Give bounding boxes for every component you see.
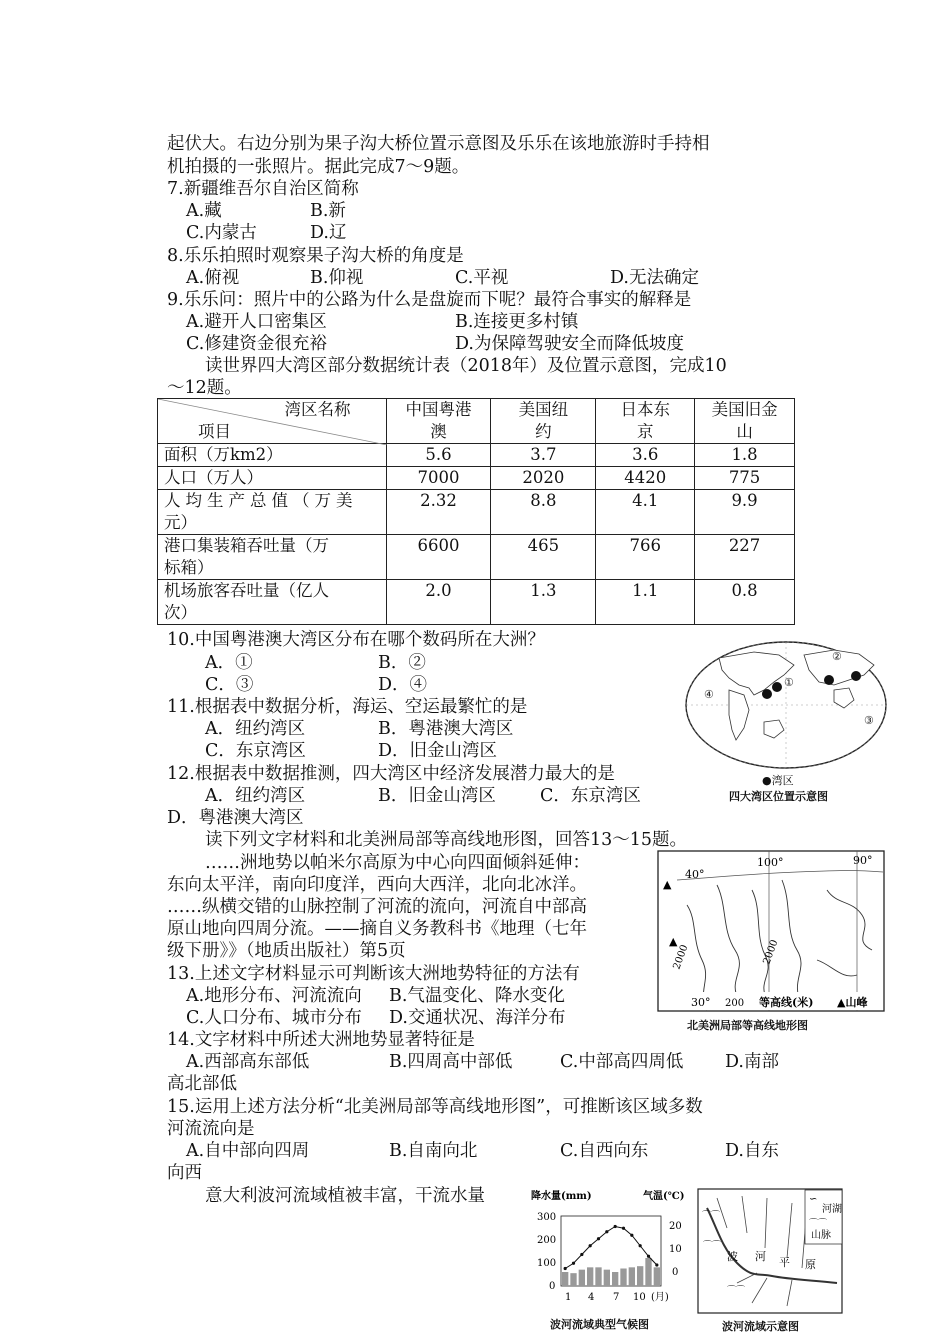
y2-tick-label: 0 [672, 1267, 679, 1278]
temperature-point [639, 1244, 642, 1247]
q12-stem: 12.根据表中数据推测，四大湾区中经济发展潜力最大的是 [167, 764, 615, 784]
legend-contour: 等高线(米) [759, 996, 814, 1009]
temperature-point [605, 1230, 608, 1233]
temperature-point [564, 1267, 567, 1270]
table-cell: 4.1 [596, 490, 695, 535]
q8-option-b: B.仰视 [310, 268, 364, 288]
q7-option-c: C.内蒙古 [186, 223, 257, 243]
table-cell: 1.3 [491, 580, 596, 625]
label-bo: 波 [727, 1250, 738, 1263]
po-climate-chart [525, 1186, 695, 1336]
lon-100-label: 100° [757, 856, 784, 869]
row-label: 人口（万人） [158, 467, 387, 490]
q14-option-b: B.四周高中部低 [389, 1052, 513, 1072]
precip-bar [587, 1267, 593, 1286]
table-cell: 227 [695, 535, 795, 580]
table-header-row [158, 399, 795, 444]
corner-diagonal-line [158, 399, 387, 445]
precip-bar [579, 1270, 585, 1286]
mountain-icon: ⌒⌒ [702, 1211, 721, 1221]
q9-option-c: C.修建资金很充裕 [186, 334, 327, 354]
table-row [158, 535, 795, 580]
contour-map-graphic [657, 850, 887, 1015]
q15-option-a: A.自中部向四周 [186, 1141, 310, 1161]
table-cell: 2020 [491, 467, 596, 490]
table-cell: 1.1 [596, 580, 695, 625]
read-10-12-line-2: ～12题。 [167, 378, 242, 398]
y-tick-label: 100 [537, 1258, 557, 1269]
bay-area-stats-table [157, 398, 795, 625]
precip-bar [612, 1272, 618, 1286]
temperature-point [572, 1262, 575, 1265]
table-cell: 8.8 [491, 490, 596, 535]
table-cell: 775 [695, 467, 795, 490]
q15-option-c: C.自西向东 [560, 1141, 649, 1161]
lon-90-label: 90° [853, 854, 873, 867]
read-13-15-line-3: 东向太平洋，南向印度洋，西向大西洋，北向北冰洋。 [167, 875, 587, 895]
temperature-line [565, 1227, 657, 1269]
map-marker-4: ④ [704, 688, 714, 701]
table-cell: 4420 [596, 467, 695, 490]
q13-stem: 13.上述文字材料显示可判断该大洲地势特征的方法有 [167, 964, 580, 984]
table-cell: 0.8 [695, 580, 795, 625]
table-cell: 1.8 [695, 444, 795, 467]
world-bay-map [684, 640, 888, 808]
temperature-point [597, 1237, 600, 1240]
map-marker-3: ③ [864, 714, 874, 727]
po-river-passage: 意大利波河流域植被丰富，干流水量 [205, 1186, 485, 1206]
po-river-map [697, 1188, 845, 1336]
q11-option-d: D．旧金山湾区 [378, 741, 498, 761]
bay-dot-tokyo [772, 682, 782, 692]
q8-option-c: C.平视 [455, 268, 509, 288]
chart-ylabel-left: 降水量(mm) [531, 1191, 592, 1202]
q12-option-b: B．旧金山湾区 [378, 786, 496, 806]
x-tick-label: (月) [651, 1292, 669, 1303]
map-legend: ●湾区 [762, 774, 794, 787]
q11-option-b: B．粤港澳大湾区 [378, 719, 514, 739]
y2-tick-label: 20 [669, 1221, 682, 1232]
q10-option-c: C．③ [205, 675, 254, 695]
precip-bar [637, 1266, 643, 1286]
q15-option-b: B.自南向北 [389, 1141, 478, 1161]
world-map-graphic [684, 640, 888, 770]
lat-30-label: 30° [691, 996, 711, 1009]
chart-ylabel-right: 气温(℃) [643, 1191, 685, 1202]
y-tick-label: 0 [549, 1281, 556, 1292]
q9-option-b: B.连接更多村镇 [455, 312, 579, 332]
climate-chart-svg [525, 1186, 695, 1314]
table-row [158, 467, 795, 490]
q8-option-a: A.俯视 [186, 268, 240, 288]
q11-stem: 11.根据表中数据分析，海运、空运最繁忙的是 [167, 697, 528, 717]
bay-dot-newyork [851, 671, 861, 681]
q13-option-c: C.人口分布、城市分布 [186, 1008, 362, 1028]
y-tick-label: 200 [537, 1235, 557, 1246]
table-corner-cell [158, 399, 387, 444]
q10-option-a: A．① [205, 653, 253, 673]
q14-stem: 14.文字材料中所述大洲地势显著特征是 [167, 1030, 475, 1050]
bay-dot-sanfrancisco [824, 675, 834, 685]
q15-option-d: D.自东 [725, 1141, 779, 1161]
peak-marker: ▲ [663, 878, 672, 891]
q15-option-d-cont: 向西 [167, 1163, 202, 1183]
read-13-15-line-5: 原山地向四周分流。——摘自义务教科书《地理（七年 [167, 919, 587, 939]
q7-option-b: B.新 [310, 201, 346, 221]
q11-option-c: C．东京湾区 [205, 741, 306, 761]
mountain-icon: ⌒⌒ [727, 1286, 746, 1296]
table-header-cell: 日本东 京 [596, 399, 695, 444]
label-yuan: 原 [805, 1258, 816, 1271]
lat-40-label: 40° [685, 868, 705, 881]
q14-option-d: D.南部 [725, 1052, 779, 1072]
temperature-point [622, 1227, 625, 1230]
q12-option-d: D．粤港澳大湾区 [167, 808, 304, 828]
x-tick-label: 7 [613, 1292, 620, 1303]
q11-option-a: A．纽约湾区 [205, 719, 306, 739]
q10-option-b: B．② [378, 653, 426, 673]
temperature-point [630, 1234, 633, 1237]
intro-line-2: 机拍摄的一张照片。据此完成7～9题。 [167, 157, 470, 177]
table-header-cell: 美国纽 约 [491, 399, 596, 444]
temperature-point [647, 1255, 650, 1258]
row-label: 机场旅客吞吐量（亿人 次） [158, 580, 387, 625]
contour-2000-label: 2000 [671, 943, 691, 972]
table-cell: 2.32 [386, 490, 491, 535]
q15-stem-1: 15.运用上述方法分析“北美洲局部等高线地形图”，可推断该区域多数 [167, 1097, 703, 1117]
corner-top-label: 湾区名称 [284, 400, 351, 419]
temperature-point [589, 1244, 592, 1247]
contour-2000-label: 2000 [761, 938, 781, 967]
row-label: 港口集装箱吞吐量（万 标箱） [158, 535, 387, 580]
q15-stem-2: 河流流向是 [167, 1119, 255, 1139]
legend-lake-icon: ∽ [809, 1194, 818, 1205]
row-label: 人均生产总值（万美 元） [158, 490, 387, 535]
table-cell: 7000 [386, 467, 491, 490]
contour-map-caption: 北美洲局部等高线地形图 [687, 1019, 808, 1032]
temperature-point [580, 1253, 583, 1256]
q10-stem: 10.中国粤港澳大湾区分布在哪个数码所在大洲？ [167, 630, 545, 650]
table-header-cell: 美国旧金 山 [695, 399, 795, 444]
north-america-contour-map [657, 850, 887, 1035]
q14-option-a: A.西部高东部低 [186, 1052, 310, 1072]
precip-bar [562, 1272, 568, 1286]
table-cell: 5.6 [386, 444, 491, 467]
q9-option-a: A.避开人口密集区 [186, 312, 327, 332]
q10-option-d: D．④ [378, 675, 428, 695]
y2-tick-label: 10 [669, 1244, 682, 1255]
table-header-cell: 中国粤港 澳 [386, 399, 491, 444]
read-13-15-line-2: ……洲地势以帕米尔高原为中心向四面倾斜延伸： [205, 853, 590, 873]
corner-bottom-label: 项目 [198, 422, 231, 441]
table-cell: 6600 [386, 535, 491, 580]
legend-mountain: 山脉 [811, 1230, 831, 1241]
contour-200-label: 200 [725, 998, 745, 1009]
x-tick-label: 4 [588, 1292, 595, 1303]
table-row [158, 444, 795, 467]
q13-option-b: B.气温变化、降水变化 [389, 986, 565, 1006]
temperature-point [655, 1263, 658, 1266]
q7-option-d: D.辽 [310, 223, 347, 243]
read-13-15-line-1: 读下列文字材料和北美洲局部等高线地形图，回答13～15题。 [205, 830, 688, 850]
q14-option-c: C.中部高四周低 [560, 1052, 684, 1072]
q9-option-d: D.为保障驾驶安全而降低坡度 [455, 334, 684, 354]
intro-line-1: 起伏大。右边分别为果子沟大桥位置示意图及乐乐在该地旅游时手持相 [167, 134, 710, 154]
temperature-point [614, 1225, 617, 1228]
precip-bar [620, 1269, 626, 1287]
q13-option-a: A.地形分布、河流流向 [186, 986, 362, 1006]
q13-option-d: D.交通状况、海洋分布 [389, 1008, 566, 1028]
mountain-icon: ⌒⌒ [703, 1241, 722, 1251]
q7-stem: 7.新疆维吾尔自治区简称 [167, 179, 359, 199]
precip-bar [570, 1273, 576, 1286]
legend-river-lake: 河湖 [822, 1204, 842, 1215]
label-he: 河 [755, 1250, 766, 1263]
legend-mountain-icon: ⌒⌒ [809, 1219, 828, 1229]
legend-peak: ▲山峰 [837, 996, 868, 1009]
label-ping: 平 [779, 1256, 790, 1269]
q14-option-d-cont: 高北部低 [167, 1074, 237, 1094]
precip-bar [654, 1267, 660, 1286]
read-10-12-line-1: 读世界四大湾区部分数据统计表（2018年）及位置示意图，完成10 [205, 356, 727, 376]
precip-bar [595, 1267, 601, 1286]
bay-dot-guangdong [762, 689, 772, 699]
table-cell: 3.6 [596, 444, 695, 467]
row-label: 面积（万km2） [158, 444, 387, 467]
table-cell: 3.7 [491, 444, 596, 467]
river-map-caption: 波河流域示意图 [722, 1320, 799, 1333]
read-13-15-line-6: 级下册》》（地质出版社）第5页 [167, 941, 406, 961]
x-tick-label: 1 [565, 1292, 572, 1303]
table-cell: 2.0 [386, 580, 491, 625]
table-row [158, 490, 795, 535]
precip-bar [629, 1267, 635, 1286]
q7-option-a: A.藏 [186, 201, 222, 221]
x-tick-label: 10 [633, 1292, 646, 1303]
precip-bar [604, 1270, 610, 1286]
precip-bar [645, 1258, 651, 1286]
map-caption: 四大湾区位置示意图 [729, 790, 828, 803]
q9-stem: 9.乐乐问：照片中的公路为什么是盘旋而下呢？最符合事实的解释是 [167, 290, 692, 310]
table-cell: 766 [596, 535, 695, 580]
peak-marker: ▲ [669, 935, 678, 948]
q12-option-a: A．纽约湾区 [205, 786, 306, 806]
read-13-15-line-4: ……纵横交错的山脉控制了河流的流向，河流自中部高 [167, 897, 587, 917]
q8-stem: 8.乐乐拍照时观察果子沟大桥的角度是 [167, 246, 464, 266]
y-tick-label: 300 [537, 1212, 557, 1223]
map-marker-1: ① [784, 676, 794, 689]
q12-option-c: C．东京湾区 [540, 786, 641, 806]
q8-option-d: D.无法确定 [610, 268, 699, 288]
river-map-graphic [697, 1188, 845, 1316]
table-cell: 465 [491, 535, 596, 580]
map-marker-2: ② [832, 650, 842, 663]
table-row [158, 580, 795, 625]
table-cell: 9.9 [695, 490, 795, 535]
climate-chart-caption: 波河流域典型气候图 [550, 1318, 649, 1331]
